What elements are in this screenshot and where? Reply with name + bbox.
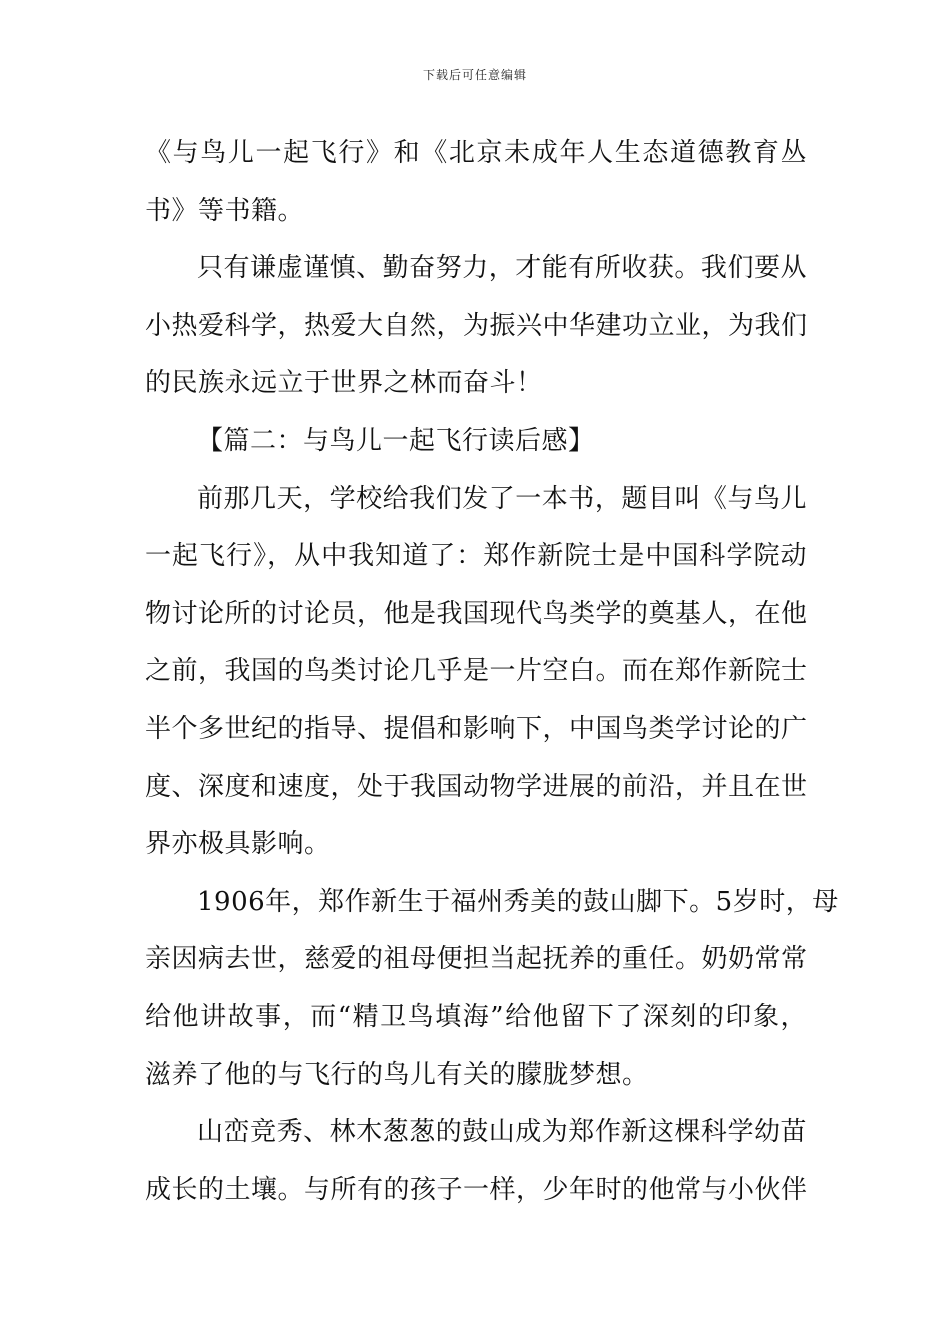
text-line: 小热爱科学，热爱大自然，为振兴中华建功立业，为我们	[145, 310, 808, 341]
section-heading: 【篇二：与鸟儿一起飞行读后感】	[197, 425, 595, 456]
text-line: 1906年，郑作新生于福州秀美的鼓山脚下。5岁时，母	[197, 886, 839, 917]
text-line: 一起飞行》，从中我知道了：郑作新院士是中国科学院动	[145, 541, 807, 572]
text-line: 书》等书籍。	[145, 195, 305, 226]
text-line: 只有谦虚谨慎、勤奋努力，才能有所收获。我们要从	[197, 253, 807, 284]
text-line: 滋养了他的与飞行的鸟儿有关的朦胧梦想。	[145, 1059, 649, 1090]
text-line: 给他讲故事，而“精卫鸟填海”给他留下了深刻的印象，	[145, 1001, 807, 1032]
text-line: 成长的土壤。与所有的孩子一样，少年时的他常与小伙伴	[145, 1174, 808, 1205]
text-line: 之前，我国的鸟类讨论几乎是一片空白。而在郑作新院士	[145, 656, 808, 687]
text-line: 前那几天，学校给我们发了一本书，题目叫《与鸟儿	[197, 483, 807, 514]
text-line: 半个多世纪的指导、提倡和影响下，中国鸟类学讨论的广	[145, 713, 808, 744]
document-body	[145, 125, 839, 1219]
text-line: 山峦竞秀、林木葱葱的鼓山成为郑作新这棵科学幼苗	[197, 1117, 807, 1148]
text-line: 亲因病去世，慈爱的祖母便担当起抚养的重任。奶奶常常	[145, 944, 808, 975]
text-line: 界亦极具影响。	[145, 829, 331, 860]
text-line: 物讨论所的讨论员，他是我国现代鸟类学的奠基人，在他	[145, 598, 808, 629]
text-line: 《与鸟儿一起飞行》和《北京未成年人生态道德教育丛	[145, 138, 807, 168]
download-note: 下载后可任意编辑	[422, 68, 527, 82]
text-line: 的民族永远立于世界之林而奋斗！	[145, 368, 543, 399]
text-line: 度、深度和速度，处于我国动物学进展的前沿，并且在世	[145, 771, 808, 802]
